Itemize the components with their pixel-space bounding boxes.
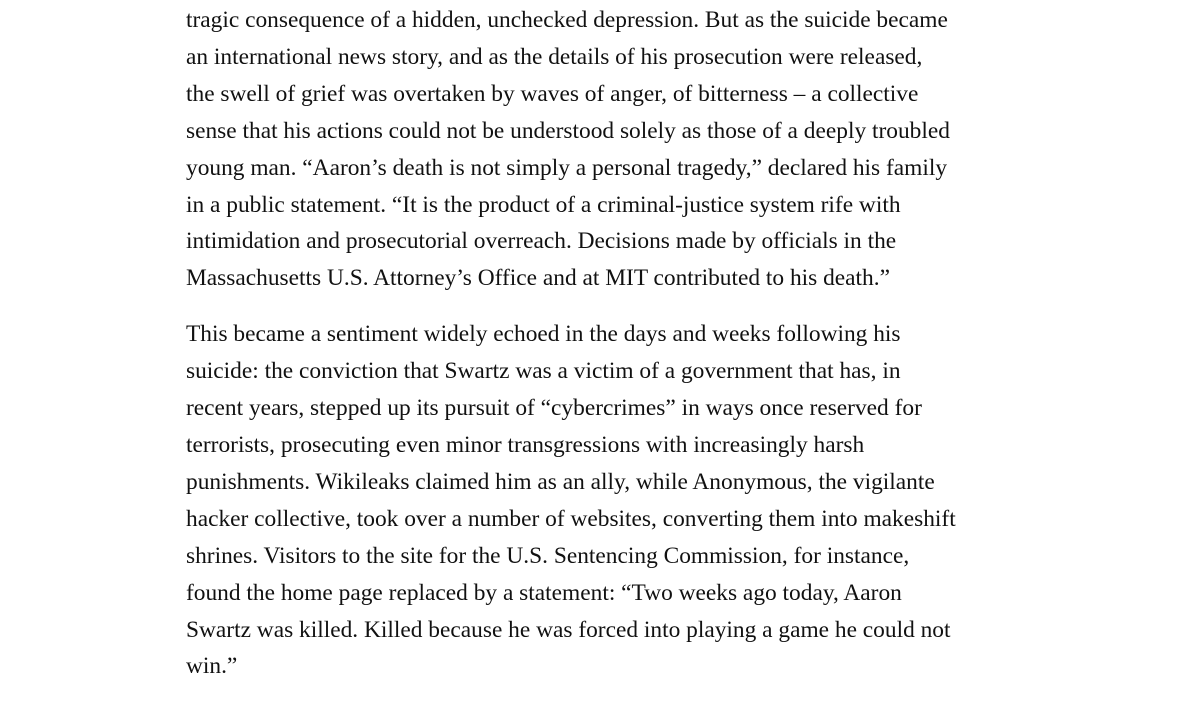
paragraph-line: Swartz was killed. Killed because he was forced into playing a game he could not [186, 616, 951, 643]
paragraph-line: hacker collective, took over a number of websites, converting them into makeshift [186, 505, 956, 532]
paragraph-line: terrorists, prosecuting even minor transgressions with increasingly harsh [186, 431, 865, 458]
article-body [186, 0, 1056, 685]
paragraph-line: win.” [186, 653, 238, 680]
paragraph-line: an international news story, and as the details of his prosecution were released, [186, 43, 923, 70]
article-paragraph-2 [186, 316, 1056, 685]
paragraph-line: sense that his actions could not be understood solely as those of a deeply troubled [186, 117, 950, 144]
paragraph-line: young man. “Aaron’s death is not simply a personal tragedy,” declared his family [186, 154, 948, 181]
paragraph-line: in a public statement. “It is the product of a criminal-justice system rife with [186, 191, 901, 218]
paragraph-line: recent years, stepped up its pursuit of “cybercrimes” in ways once reserved for [186, 395, 922, 422]
paragraph-line: tragic consequence of a hidden, unchecked depression. But as the suicide became [186, 7, 948, 33]
paragraph-line: suicide: the conviction that Swartz was a victim of a government that has, in [186, 358, 901, 385]
paragraph-line: This became a sentiment widely echoed in the days and weeks following his [186, 321, 901, 348]
paragraph-line: found the home page replaced by a statement: “Two weeks ago today, Aaron [186, 579, 902, 606]
article-paragraph-1 [186, 2, 1056, 297]
paragraph-line: intimidation and prosecutorial overreach. Decisions made by officials in the [186, 228, 897, 255]
paragraph-line: shrines. Visitors to the site for the U.S. Sentencing Commission, for instance, [186, 542, 910, 569]
paragraph-line: the swell of grief was overtaken by waves of anger, of bitterness – a collective [186, 80, 919, 107]
paragraph-line: Massachusetts U.S. Attorney’s Office and at MIT contributed to his death.” [186, 265, 890, 292]
paragraph-line: punishments. Wikileaks claimed him as an ally, while Anonymous, the vigilante [186, 468, 935, 495]
